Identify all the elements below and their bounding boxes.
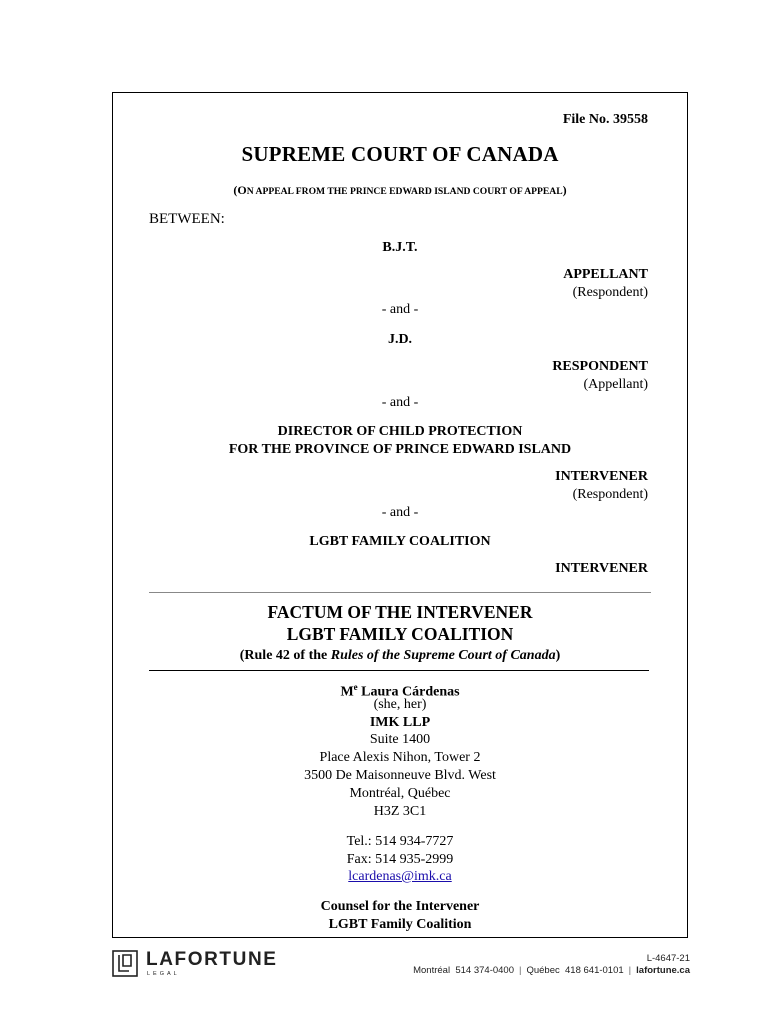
counsel-pronouns: (she, her) xyxy=(373,697,427,712)
rule-reference: (Rule 42 of the Rules of the Supreme Court of Canada) xyxy=(239,648,561,663)
party-intervener1-role: INTERVENER xyxy=(555,469,648,484)
party-respondent-sub: (Appellant) xyxy=(583,377,648,392)
party-intervener2-role: INTERVENER xyxy=(555,561,648,576)
section-divider xyxy=(149,592,651,593)
contact-line: Montréal 514 374-0400 | Québec 418 641-0101 | lafortune.ca xyxy=(413,965,690,976)
file-number: File No. 39558 xyxy=(562,112,648,127)
website-link[interactable]: lafortune.ca xyxy=(636,965,690,976)
party-appellant-sub: (Respondent) xyxy=(572,285,648,300)
brand-subtitle: LEGAL xyxy=(147,971,180,977)
party-intervener1-line2: FOR THE PROVINCE OF PRINCE EDWARD ISLAND xyxy=(228,442,572,457)
counsel-for-line1: Counsel for the Intervener xyxy=(320,899,480,914)
appeal-line: (ON APPEAL FROM THE PRINCE EDWARD ISLAND COURT OF APPEAL) xyxy=(233,183,567,197)
and-separator: - and - xyxy=(381,395,419,410)
counsel-for-line2: LGBT Family Coalition xyxy=(328,917,472,932)
party-intervener2-name: LGBT FAMILY COALITION xyxy=(309,534,491,549)
counsel-tel: Tel.: 514 934-7727 xyxy=(346,834,454,849)
address-city: Montréal, Québec xyxy=(349,786,451,801)
counsel-email-row xyxy=(112,868,688,886)
address-place: Place Alexis Nihon, Tower 2 xyxy=(319,750,481,765)
lafortune-logo-icon xyxy=(112,950,138,977)
counsel-fax: Fax: 514 935-2999 xyxy=(346,852,454,867)
factum-title-line2: LGBT FAMILY COALITION xyxy=(286,624,514,644)
address-suite: Suite 1400 xyxy=(369,732,431,747)
court-title: SUPREME COURT OF CANADA xyxy=(241,142,559,166)
party-appellant-role: APPELLANT xyxy=(563,267,648,282)
counsel-email-link[interactable]: lcardenas@imk.ca xyxy=(348,869,452,884)
and-separator: - and - xyxy=(381,505,419,520)
party-appellant-name: B.J.T. xyxy=(382,240,418,255)
counsel-name: Me Laura Cárdenas xyxy=(340,682,460,700)
party-intervener1-sub: (Respondent) xyxy=(572,487,648,502)
address-street: 3500 De Maisonneuve Blvd. West xyxy=(304,768,496,783)
party-respondent-role: RESPONDENT xyxy=(552,359,648,374)
brand-name: LAFORTUNE xyxy=(146,949,278,970)
factum-title-line1: FACTUM OF THE INTERVENER xyxy=(267,602,533,622)
party-respondent-name: J.D. xyxy=(387,332,413,347)
counsel-firm: IMK LLP xyxy=(369,715,431,730)
between-label: BETWEEN: xyxy=(149,211,225,227)
and-separator: - and - xyxy=(381,302,419,317)
factum-underline xyxy=(149,670,649,671)
party-intervener1-line1: DIRECTOR OF CHILD PROTECTION xyxy=(277,424,523,439)
document-code: L-4647-21 xyxy=(646,953,690,964)
address-postal: H3Z 3C1 xyxy=(373,804,427,819)
